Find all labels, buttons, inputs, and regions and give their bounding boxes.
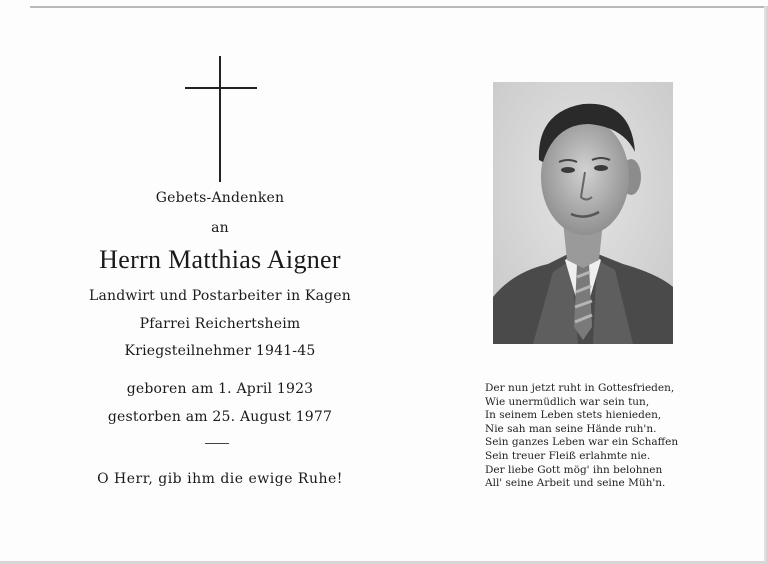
card-top-edge bbox=[30, 6, 768, 8]
death-date: gestorben am 25. August 1977 bbox=[107, 409, 333, 425]
preposition: an bbox=[211, 220, 229, 236]
occupation: Landwirt und Postarbeiter in Kagen bbox=[88, 288, 352, 304]
birth-date: geboren am 1. April 1923 bbox=[126, 381, 314, 397]
poem-line: In seinem Leben stets hienieden, bbox=[485, 409, 662, 422]
poem-line: Sein ganzes Leben war ein Schaffen bbox=[485, 436, 679, 449]
cross-horizontal-beam bbox=[185, 87, 257, 89]
separator-dash bbox=[205, 443, 229, 444]
prayer-label: Gebets-Andenken bbox=[155, 190, 285, 206]
card-right-edge bbox=[764, 6, 768, 564]
poem-line: All' seine Arbeit und seine Müh'n. bbox=[485, 477, 666, 490]
deceased-name: Herrn Matthias Aigner bbox=[99, 245, 341, 274]
poem-line: Nie sah man seine Hände ruh'n. bbox=[485, 422, 657, 435]
poem-line: Der nun jetzt ruht in Gottesfrieden, bbox=[485, 382, 675, 394]
portrait-illustration bbox=[493, 82, 673, 344]
portrait-photo bbox=[493, 82, 673, 344]
war-service: Kriegsteilnehmer 1941-45 bbox=[124, 343, 316, 359]
poem-line: Der liebe Gott mög' ihn belohnen bbox=[485, 463, 663, 476]
parish: Pfarrei Reichertsheim bbox=[139, 316, 301, 332]
eternal-rest-prayer: O Herr, gib ihm die ewige Ruhe! bbox=[97, 471, 343, 487]
cross-vertical-beam bbox=[219, 56, 221, 182]
poem-line: Wie unermüdlich war sein tun, bbox=[485, 395, 650, 408]
poem-line: Sein treuer Fleiß erlahmte nie. bbox=[485, 449, 651, 462]
cross-icon bbox=[185, 56, 257, 182]
memorial-poem bbox=[485, 382, 725, 491]
